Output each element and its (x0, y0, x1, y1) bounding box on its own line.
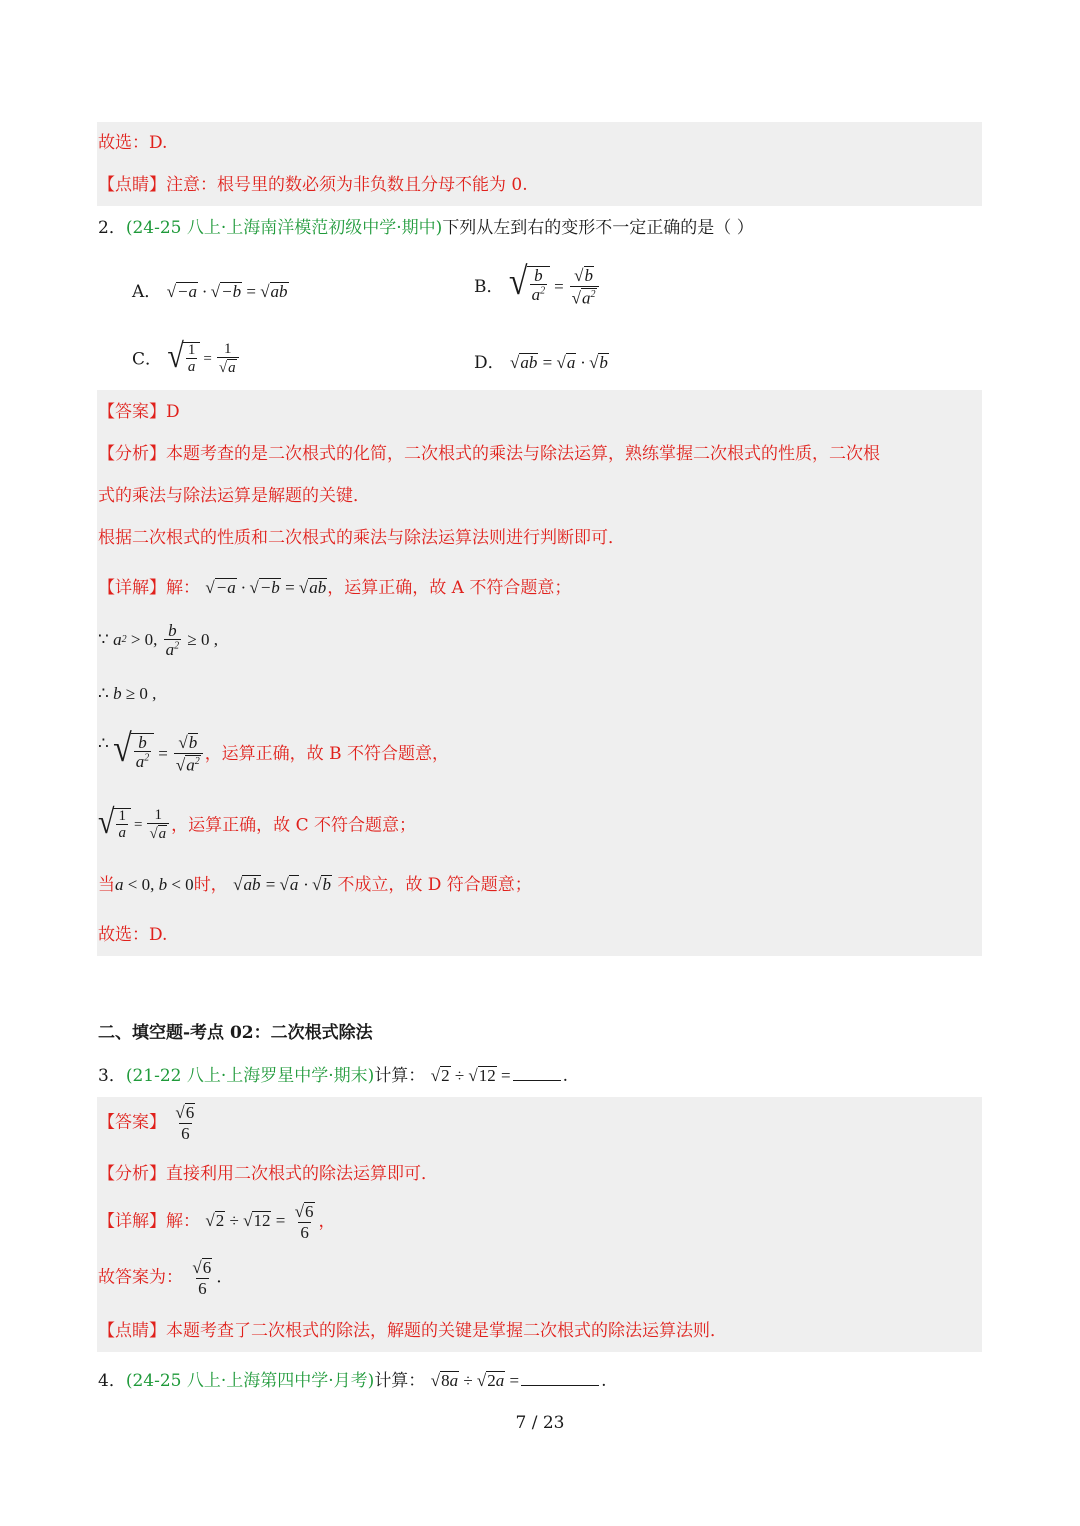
q4-number: 4． (98, 1371, 126, 1391)
q2-analysis-line3: 根据二次根式的性质和二次根式的乘法与除法运算法则进行判断即可． (98, 528, 625, 548)
q3-question: 计算： (374, 1066, 426, 1086)
analysis-tag: 【分析】 (98, 1164, 166, 1184)
q3-answer (98, 1103, 199, 1142)
q3-formula: √2 ÷ √12 = (430, 1066, 511, 1085)
q3-detail: 【详解】解： √2 ÷ √12 = $\frac{√6}{6}$ ， (98, 1202, 336, 1242)
q3-blank[interactable] (513, 1080, 561, 1081)
q2-question: 下列从左到右的变形不一定正确的是（ ） (442, 218, 754, 238)
q3-number: 3． (98, 1066, 126, 1086)
q3-note (98, 1320, 727, 1342)
q3-final-result: $\frac{√6}{6}$ (192, 1258, 212, 1298)
q2-detail-c (98, 803, 416, 843)
q4-blank[interactable] (521, 1385, 599, 1386)
q3-source: (21-22 八上·上海罗星中学·期末) (125, 1066, 375, 1086)
q3-detail-formula: √2 ÷ √12 = (205, 1211, 286, 1231)
q4-stem: 4．(24-25 八上·上海第四中学·月考)计算： √8a ÷ √2a = . (98, 1371, 607, 1391)
detail-tag: 【详解】 (98, 578, 166, 598)
option-c-formula: √ $\frac{1}{a}$ = $\frac{1}{√a}$ (167, 342, 240, 377)
q2-option-b (474, 260, 601, 308)
note-tag: 【点睛】 (98, 1321, 166, 1341)
q2-option-d (474, 352, 609, 374)
detail-c-formula: √ $\frac{1}{a}$ = $\frac{1}{√a}$ (98, 808, 171, 843)
q3-final: 故答案为： $\frac{√6}{6}$ . (98, 1258, 222, 1298)
section-title: 二、填空题-考点 02：二次根式除法 (98, 1023, 373, 1043)
detail-a-formula: √−a · √−b = √ab (205, 578, 327, 597)
q4-question: 计算： (374, 1371, 426, 1391)
q2-stem (98, 217, 754, 239)
q2-analysis-line1 (98, 443, 880, 465)
q2-detail-d (98, 874, 532, 896)
detail-d-prefix: 当 (98, 875, 115, 895)
detail-b-formula: ∴ √ $\frac{b}{a^2}$ = $\frac{√b}{√a^2}$ (98, 733, 205, 775)
answer-tag: 【答案】 (98, 1112, 166, 1133)
q2-choose: 故选：D. (98, 925, 168, 945)
option-a-label: A． (132, 282, 162, 302)
detail-tag: 【详解】 (98, 1211, 166, 1232)
answer-tag: 【答案】 (98, 402, 166, 422)
option-b-label: B． (474, 277, 504, 298)
analysis-tag: 【分析】 (98, 444, 166, 464)
option-c-label: C． (132, 349, 163, 370)
analysis-text: 本题考查的是二次根式的化简，二次根式的乘法与除法运算，熟练掌握二次根式的性质，二次根 (166, 444, 880, 464)
q3-analysis (98, 1163, 438, 1185)
q2-detail-because (98, 622, 218, 658)
q2-analysis-line2: 式的乘法与除法运算是解题的关键． (98, 486, 370, 506)
analysis-text: 直接利用二次根式的除法运算即可． (166, 1164, 438, 1184)
option-a-formula: √−a · √−b = √ab (166, 282, 288, 301)
option-d-label: D． (474, 353, 505, 373)
q2-number: 2． (98, 218, 126, 238)
note-text: 本题考查了二次根式的除法，解题的关键是掌握二次根式的除法运算法则． (166, 1321, 727, 1341)
detail-d-text: 不成立，故 D 符合题意； (337, 875, 532, 895)
detail-d-condition: a < 0, b < 0 (115, 875, 194, 894)
detail-a-text: ，运算正确，故 A 不符合题意； (327, 578, 572, 598)
q2-answer (98, 401, 180, 423)
detail-b-text: ，运算正确，故 B 不符合题意， (204, 744, 449, 765)
q2-detail-therefore (98, 683, 156, 705)
detail-d-mid: 时， (193, 875, 228, 895)
q4-formula: √8a ÷ √2a = (430, 1371, 520, 1390)
option-b-formula: √ $\frac{b}{a^2}$ = $\frac{√b}{√a^2}$ (509, 266, 601, 308)
note-text: 注意：根号里的数必须为非负数且分母不能为 0. (166, 175, 528, 195)
detail-d-formula: √ab = √a · √b (233, 875, 331, 894)
q3-detail-result: $\frac{√6}{6}$ (294, 1202, 314, 1242)
therefore-formula: ∴ b ≥ 0 , (98, 684, 157, 703)
option-d-formula: √ab = √a · √b (510, 353, 608, 372)
detail-c-text: ，运算正确，故 C 不符合题意； (171, 815, 416, 836)
page-number: 7 / 23 (515, 1413, 565, 1433)
q2-detail-b (98, 727, 449, 775)
q2-option-a (132, 281, 289, 303)
detail-prefix: 解： (166, 578, 200, 598)
q2-source: (24-25 八上·上海南洋模范初级中学·期中) (125, 218, 443, 238)
answer-block-q2 (97, 390, 982, 956)
answer-value: D (166, 402, 180, 422)
q3-stem: 3．(21-22 八上·上海罗星中学·期末)计算： √2 ÷ √12 = . (98, 1066, 568, 1086)
q4-source: (24-25 八上·上海第四中学·月考) (125, 1371, 375, 1391)
final-text: 故答案为： (98, 1267, 183, 1288)
q2-detail-a (98, 577, 571, 599)
q1-note (98, 174, 528, 196)
detail-prefix: 解： (166, 1211, 200, 1232)
because-formula: ∵ a 2 > 0, $\frac{b}{a^2}$ ≥ 0 , (98, 621, 219, 659)
q3-answer-formula: $\frac{√6}{6}$ (175, 1103, 195, 1143)
note-tag: 【点睛】 (98, 175, 166, 195)
q2-option-c (132, 337, 241, 377)
q1-choose: 故选：D. (98, 133, 168, 153)
